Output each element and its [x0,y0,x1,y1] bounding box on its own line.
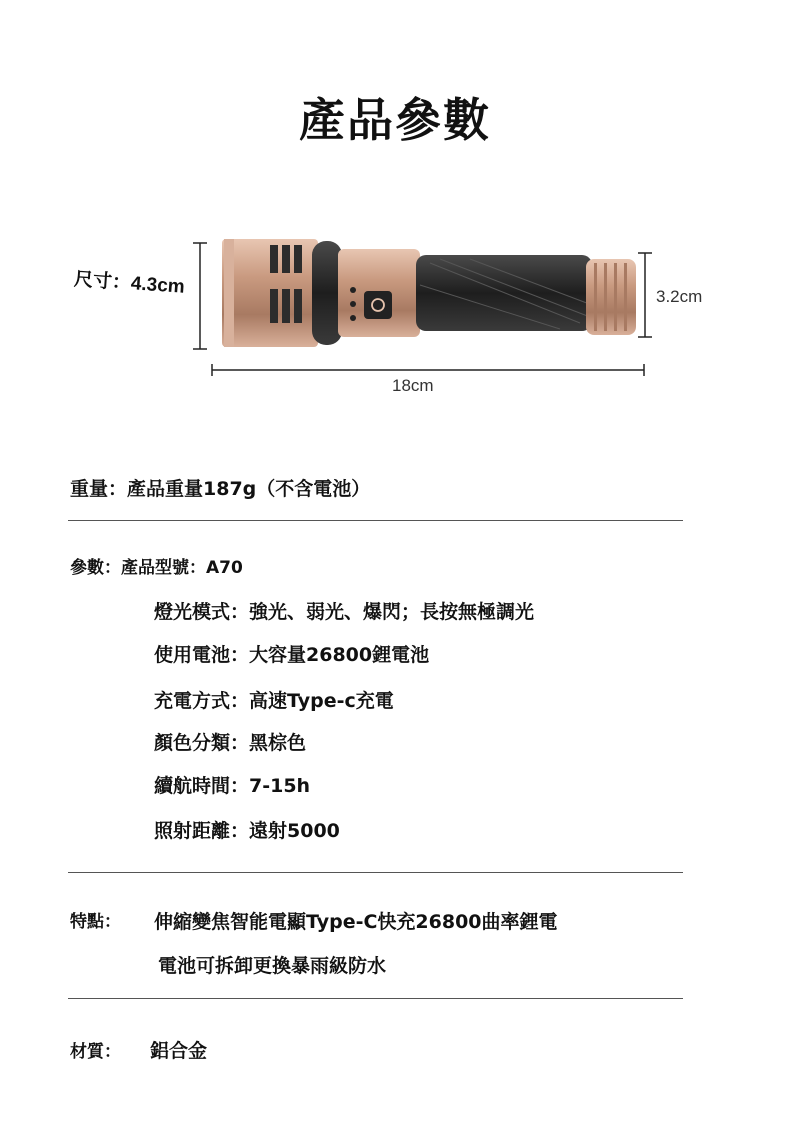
features-line: 伸縮變焦智能電顯Type-C快充26800曲率鋰電 [154,911,558,933]
material-label: 材質： [70,1042,121,1062]
param-item: 使用電池：大容量26800鋰電池 [154,644,430,666]
params-heading: 參數：產品型號：A70 [70,558,243,578]
param-item: 續航時間：7-15h [154,775,311,797]
weight-text: 重量：產品重量187g（不含電池） [70,478,371,500]
param-item: 燈光模式：強光、弱光、爆閃；長按無極調光 [154,601,535,623]
divider [68,998,683,999]
features-line: 電池可拆卸更換暴雨級防水 [158,955,387,977]
param-item: 顏色分類：黑棕色 [154,732,307,754]
diameter-label: 尺寸：4.3cm [73,269,186,298]
height-label: 3.2cm [656,287,703,306]
param-item: 照射距離：遠射5000 [154,820,340,842]
features-label: 特點： [70,912,121,932]
length-label: 18cm [392,376,434,395]
material-value: 鋁合金 [150,1040,208,1062]
divider [68,520,683,521]
divider [68,872,683,873]
page-title: 產品參數 [299,93,491,147]
param-item: 充電方式：高速Type-c充電 [154,690,394,712]
